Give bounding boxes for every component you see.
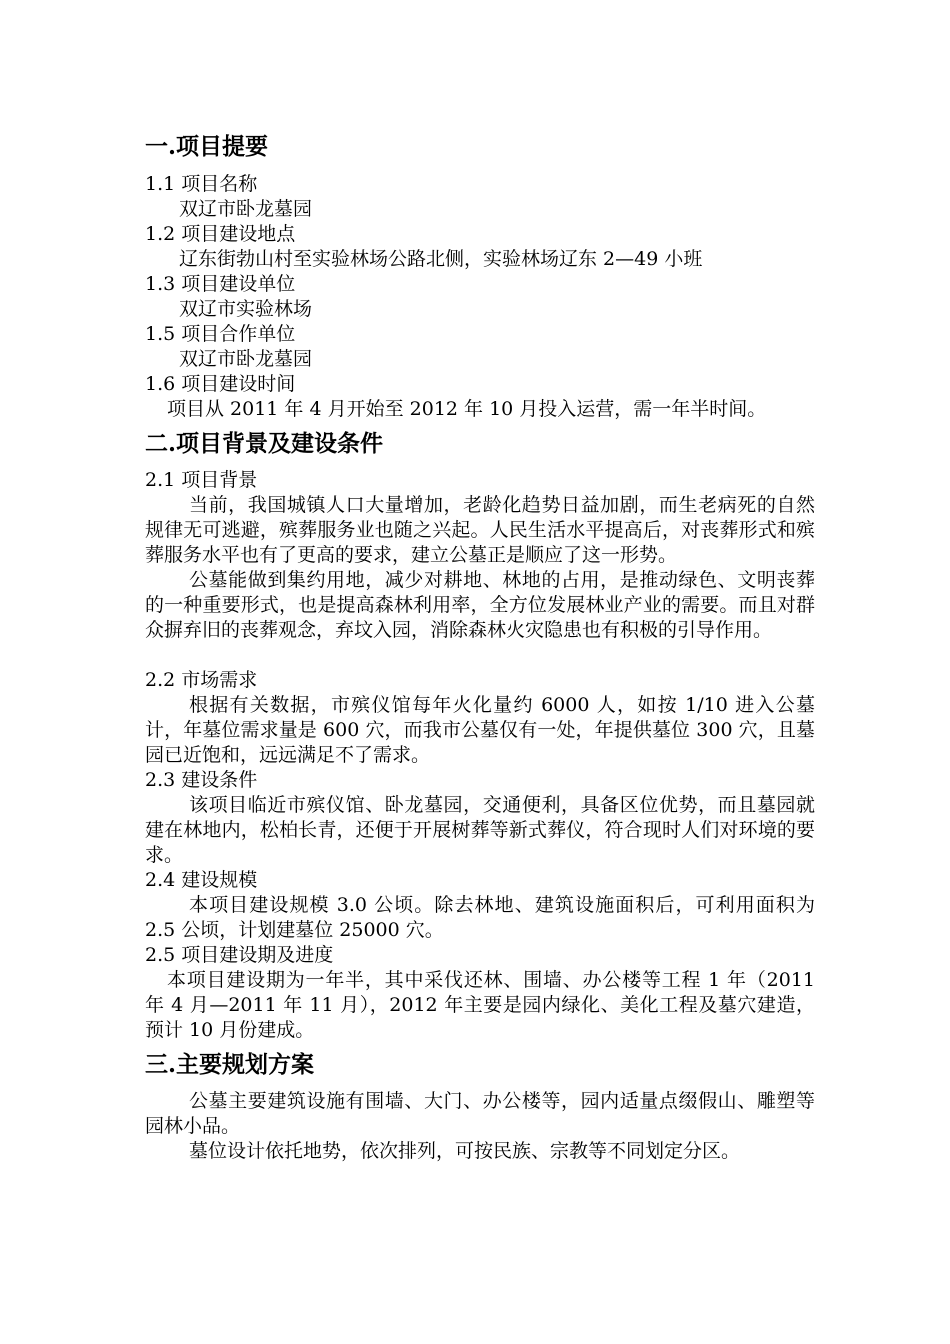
item-2-2-label: 2.2 市场需求 [145, 669, 258, 691]
item-2-1-label: 2.1 项目背景 [145, 469, 258, 491]
item-1-3-label: 1.3 项目建设单位 [145, 273, 296, 295]
section-3-heading: 三.主要规划方案 [145, 1051, 315, 1078]
item-1-1-value: 双辽市卧龙墓园 [179, 198, 313, 220]
section-2-heading: 二.项目背景及建设条件 [145, 430, 384, 457]
section-3-paragraph-1: 公墓主要建筑设施有围墙、大门、办公楼等，园内适量点缀假山、雕塑等园林小品。 [145, 1090, 815, 1137]
item-2-4-paragraph: 本项目建设规模 3.0 公顷。除去林地、建筑设施面积后，可利用面积为 2.5 公顷，计划建墓位 25000 穴。 [145, 894, 815, 941]
item-1-6-value: 项目从 2011 年 4 月开始至 2012 年 10 月投入运营，需一年半时间。 [167, 398, 767, 420]
item-1-5-label: 1.5 项目合作单位 [145, 323, 296, 345]
section-3-paragraph-2: 墓位设计依托地势，依次排列，可按民族、宗教等不同划定分区。 [189, 1140, 741, 1162]
item-1-3-value: 双辽市实验林场 [179, 298, 313, 320]
item-1-2-value: 辽东街勃山村至实验林场公路北侧，实验林场辽东 2—49 小班 [179, 248, 703, 270]
item-1-2-label: 1.2 项目建设地点 [145, 223, 296, 245]
item-2-1-paragraph-1: 当前，我国城镇人口大量增加，老龄化趋势日益加剧，而生老病死的自然规律无可逃避，殡葬服务业也随之兴起。人民生活水平提高后，对丧葬形式和殡葬服务水平也有了更高的要求，建立公墓正是顺应了这一形势。 [145, 494, 815, 566]
item-1-5-value: 双辽市卧龙墓园 [179, 348, 313, 370]
item-2-5-label: 2.5 项目建设期及进度 [145, 944, 334, 966]
item-2-1-paragraph-2: 公墓能做到集约用地，减少对耕地、林地的占用，是推动绿色、文明丧葬的一种重要形式，也是提高森林利用率，全方位发展林业产业的需要。而且对群众摒弃旧的丧葬观念，弃坟入园，消除森林火灾隐患也有积极的引导作用。 [145, 569, 815, 641]
item-2-2-paragraph: 根据有关数据，市殡仪馆每年火化量约 6000 人，如按 1/10 进入公墓计，年墓位需求量是 600 穴，而我市公墓仅有一处，年提供墓位 300 穴，且墓园已近饱和，远远满足不了需求。 [145, 694, 815, 766]
item-2-5-paragraph: 本项目建设期为一年半，其中采伐还林、围墙、办公楼等工程 1 年（2011 年 4 月—2011 年 11 月），2012 年主要是园内绿化、美化工程及墓穴建造，预计 10 月份建成。 [145, 969, 815, 1041]
item-1-6-label: 1.6 项目建设时间 [145, 373, 296, 395]
item-2-4-label: 2.4 建设规模 [145, 869, 258, 891]
item-1-1-label: 1.1 项目名称 [145, 173, 258, 195]
item-2-3-label: 2.3 建设条件 [145, 769, 258, 791]
document-page [145, 0, 815, 1164]
section-1-heading: 一.项目提要 [145, 133, 269, 160]
item-2-3-paragraph: 该项目临近市殡仪馆、卧龙墓园，交通便利，具备区位优势，而且墓园就建在林地内，松柏长青，还便于开展树葬等新式葬仪，符合现时人们对环境的要求。 [145, 794, 815, 866]
